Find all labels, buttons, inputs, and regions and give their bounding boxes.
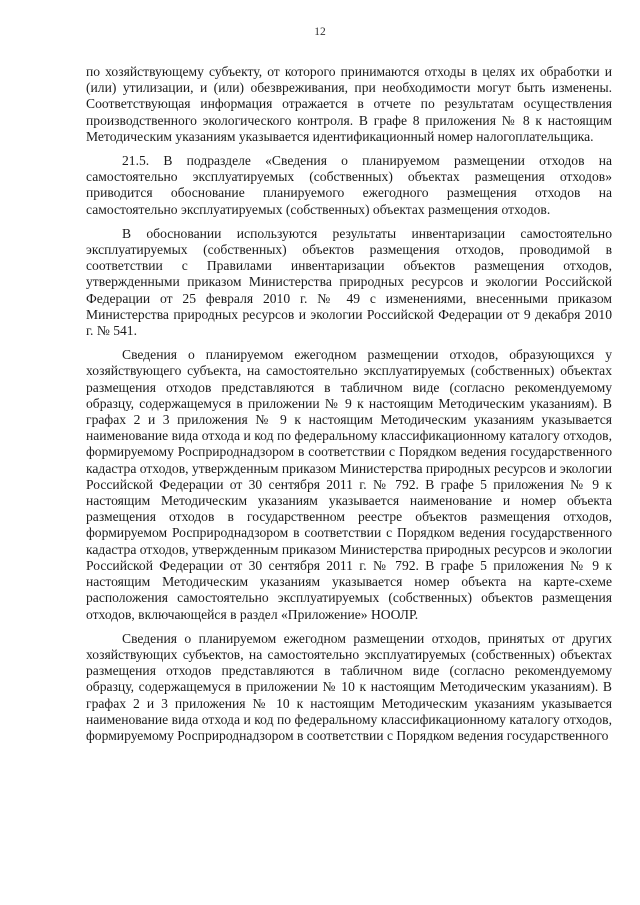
paragraph-inventory-basis: В обосновании используются результаты инвентаризации самостоятельно эксплуатируемых (собственных) объектов размещения отходов, проводимой в соответствии с Правилами инвентаризации объектов размещения отходов, утвержденными приказом Министерства природных ресурсов и экологии Российской Федерации от 25 февраля 2010 г. № 49 с изменениями, внесенными приказом Министерства природных ресурсов и экологии Российской Федерации от 9 декабря 2010 г. № 541.	[86, 225, 612, 339]
paragraph-21-5: 21.5. В подразделе «Сведения о планируемом размещении отходов на самостоятельно эксплуатируемых (собственных) объектах размещения отходов» приводится обоснование планируемого ежегодного размещения отходов на самостоятельно эксплуатируемых (собственных) объектах размещения отходов.	[86, 153, 612, 217]
paragraph-own-waste-placement: Сведения о планируемом ежегодном размещении отходов, образующихся у хозяйствующего субъекта, на самостоятельно эксплуатируемых (собственных) объектах размещения отходов представляются в табличном виде (согласно рекомендуемому образцу, содержащемуся в приложении № 9 к настоящим Методическим указаниям). В графах 2 и 3 приложения № 9 к настоящим Методическим указаниям указывается наименование вида отхода и код по федеральному классификационному каталогу отходов, формируемому Росприроднадзором в соответствии с Порядком ведения государственного кадастра отходов, утвержденным приказом Министерства природных ресурсов и экологии Российской Федерации от 30 сентября 2011 г. № 792. В графе 5 приложения № 9 к настоящим Методическим указаниям указывается наименование и номер объекта размещения отходов в государственном реестре объектов размещения отходов, формируемом Росприроднадзором в соответствии с Порядком ведения государственного кадастра отходов, утвержденным приказом Министерства природных ресурсов и экологии Российской Федерации от 30 сентября 2011 г. № 792. В графе 5 приложения № 9 к настоящим Методическим указаниям указывается номер объекта на карте-схеме расположения самостоятельно эксплуатируемых (собственных) объектов размещения отходов, включающейся в раздел «Приложение» НООЛР.	[86, 347, 612, 622]
document-body	[86, 64, 612, 752]
paragraph-continuation: по хозяйствующему субъекту, от которого принимаются отходы в целях их обработки и (или) утилизации, и (или) обезвреживания, при необходимости могут быть изменены. Соответствующая информация отражается в отчете по результатам осуществления производственного экологического контроля. В графе 8 приложения № 8 к настоящим Методическим указаниям указывается идентификационный номер налогоплательщика.	[86, 64, 612, 144]
paragraph-accepted-waste-placement: Сведения о планируемом ежегодном размещении отходов, принятых от других хозяйствующих субъектов, на самостоятельно эксплуатируемых (собственных) объектах размещения отходов представляются в табличном виде (согласно рекомендуемому образцу, содержащемуся в приложении № 10 к настоящим Методическим указаниям). В графах 2 и 3 приложения № 10 к настоящим Методическим указаниям указывается наименование вида отхода и код по федеральному классификационному каталогу отходов, формируемому Росприроднадзором в соответствии с Порядком ведения государственного	[86, 630, 612, 743]
page-number: 12	[314, 26, 326, 38]
